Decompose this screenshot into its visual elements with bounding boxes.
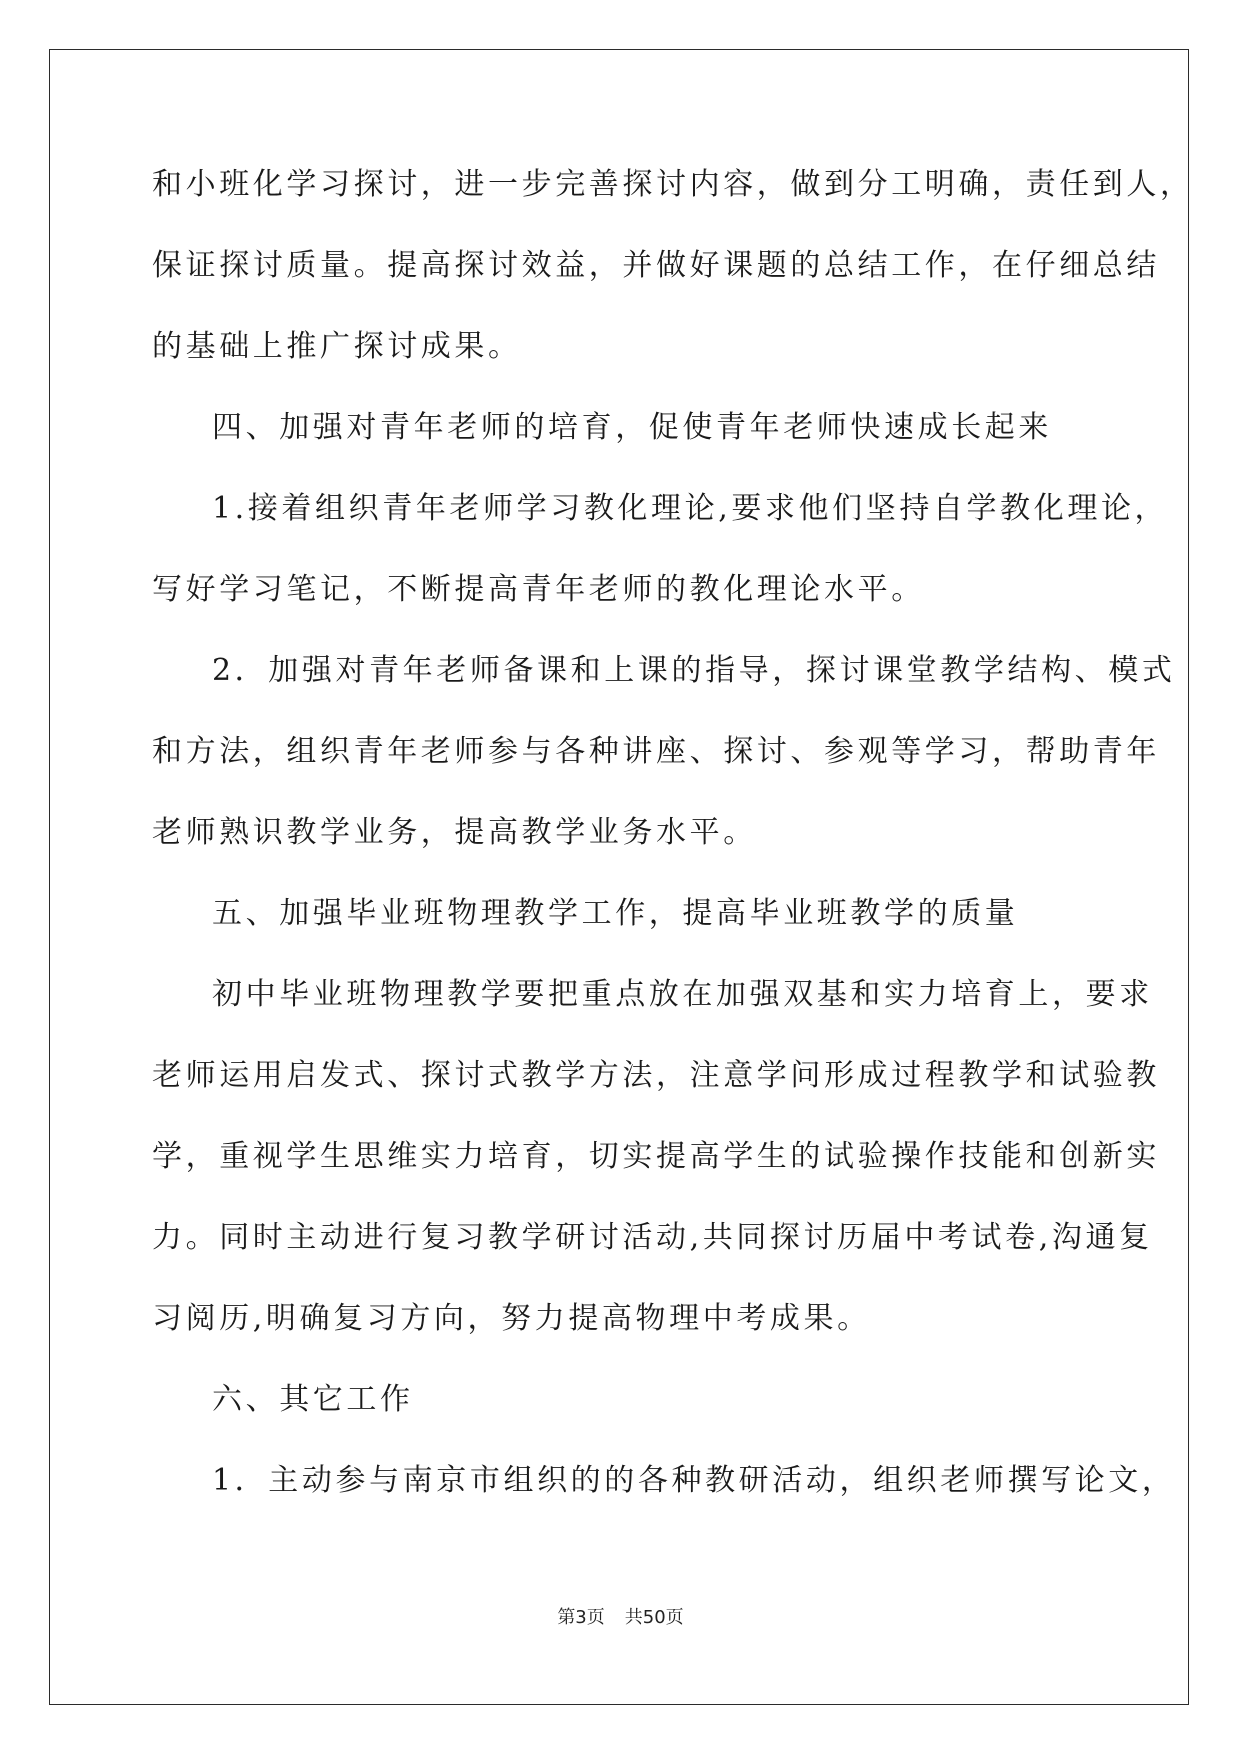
section-heading: 四、加强对青年老师的培育，促使青年老师快速成长起来 — [212, 410, 1052, 445]
total-pages: 共50页 — [624, 1607, 684, 1628]
section-heading: 五、加强毕业班物理教学工作，提高毕业班教学的质量 — [212, 896, 1019, 931]
document-body — [152, 163, 1194, 1540]
page-number: 第3页 — [557, 1607, 605, 1628]
page-footer — [0, 1603, 1241, 1629]
text-line: 写好学习笔记，不断提高青年老师的教化理论水平。 — [152, 572, 925, 607]
text-line: 初中毕业班物理教学要把重点放在加强双基和实力培育上，要求 — [212, 977, 1153, 1012]
text-line: 的基础上推广探讨成果。 — [152, 329, 522, 364]
text-line: 力。同时主动进行复习教学研讨活动,共同探讨历届中考试卷,沟通复 — [152, 1220, 1153, 1255]
text-line: 1.接着组织青年老师学习教化理论,要求他们坚持自学教化理论， — [212, 491, 1169, 526]
text-line: 老师熟识教学业务，提高教学业务水平。 — [152, 815, 757, 850]
text-line: 和方法，组织青年老师参与各种讲座、探讨、参观等学习，帮助青年 — [152, 734, 1160, 769]
text-line: 保证探讨质量。提高探讨效益，并做好课题的总结工作，在仔细总结 — [152, 248, 1160, 283]
text-line: 2．加强对青年老师备课和上课的指导，探讨课堂教学结构、模式 — [212, 653, 1176, 688]
text-line: 老师运用启发式、探讨式教学方法，注意学问形成过程教学和试验教 — [152, 1058, 1160, 1093]
text-line: 和小班化学习探讨，进一步完善探讨内容，做到分工明确，责任到人， — [152, 167, 1194, 202]
text-line: 1．主动参与南京市组织的的各种教研活动，组织老师撰写论文， — [212, 1463, 1176, 1498]
text-line: 学，重视学生思维实力培育，切实提高学生的试验操作技能和创新实 — [152, 1139, 1160, 1174]
text-line: 习阅历,明确复习方向，努力提高物理中考成果。 — [152, 1301, 871, 1336]
section-heading: 六、其它工作 — [212, 1382, 414, 1417]
